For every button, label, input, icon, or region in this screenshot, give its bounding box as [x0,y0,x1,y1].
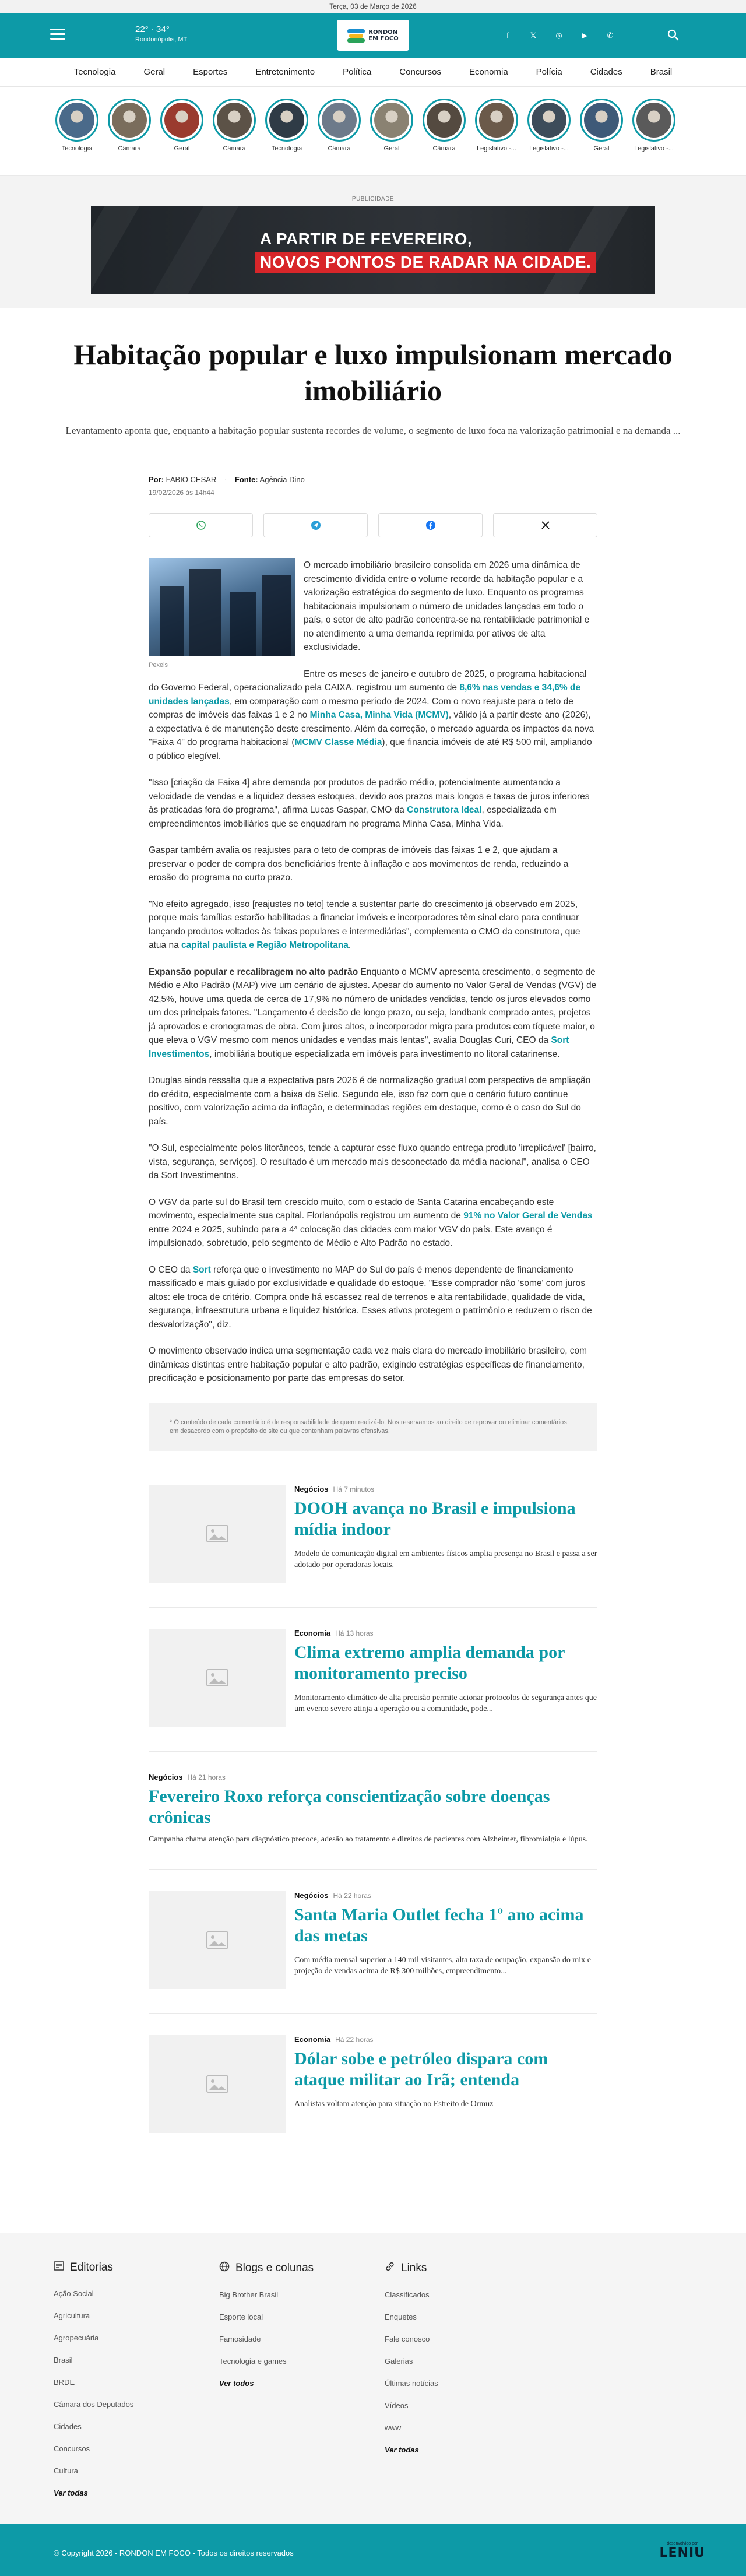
ad-section [0,175,746,308]
share-facebook-button[interactable] [378,513,483,537]
footer-link[interactable]: Famosidade [219,2335,261,2343]
search-icon[interactable] [667,29,679,41]
nav-cidades[interactable]: Cidades [590,67,622,77]
paragraph-2: Entre os meses de janeiro e outubro de 2025, o programa habitacional do Governo Federal, operacionalizado pela CAIXA, registrou um aumento de 8,6% nas vendas e 34,6% de unidades lançadas, em comparação com o mesmo período de 2024. Com o novo reajuste para o teto de compras de imóveis das faixas 1 e 2 no Minha Casa, Minha Vida (MCMV), válido já a partir deste ano (2026), a expectativa é de manutenção deste crescimento. Além da correção, o mercado aguarda os impactos da nova "Faixa 4" do programa habitacional (MCMV Classe Média), que financia imóveis de até R$ 500 mil, ampliando o público elegível. [149,669,594,761]
news-card[interactable] [149,1891,597,2014]
story-item[interactable] [55,99,98,175]
youtube-icon[interactable]: ▶ [582,31,587,40]
story-label: Geral [383,145,400,152]
story-label: Legislativo -... [529,145,569,152]
paragraph-7: Douglas ainda ressalta que a expectativa para 2026 é de normalização gradual com perspectiva de ampliação do crédito, especialmente com a baixa da Selic. Segundo ele, isso faz com que o cenário futuro continue positivo, com valorização acima da inflação, e determinadas regiões em destaque, como é o caso do Sul do país. [149,1076,591,1127]
weather-widget [135,24,187,43]
powered-brand: LENIU [659,2546,705,2560]
author-label: Por: [149,475,164,484]
x-icon [541,521,550,530]
article-body [149,558,597,1386]
story-ring [632,99,675,142]
image-placeholder-icon [206,1525,228,1542]
paragraph-9: O VGV da parte sul do Brasil tem crescido muito, com o estado de Santa Catarina encabeçando este movimento, especialmente sua capital. Florianópolis registrou um aumento de 91% no Valor Geral de Vendas entre 2024 e 2025, subindo para a 4ª colocação das cidades com maior VGV do país. Este avanço é impulsionado, sobretudo, pelo segmento de Médio e Alto Padrão no estado. [149,1197,593,1248]
news-time: Há 7 minutos [333,1485,375,1493]
footer-column-title: Links [385,2261,550,2275]
paragraph-8: "O Sul, especialmente polos litorâneos, tende a capturar esse fluxo quando entrega produto 'irreplicável' [bairro, vista, segurança, serviços]. O resultado é um mercado mais desconectado da média nacional", analisa o CEO da Sort Investimentos. [149,1143,596,1180]
footer-link[interactable]: Concursos [54,2444,90,2453]
current-date: Terça, 03 de Março de 2026 [329,2,417,10]
share-bar [149,513,597,537]
news-title[interactable]: Fevereiro Roxo reforça conscientização sobre doenças crônicas [149,1786,550,1827]
share-whatsapp-button[interactable] [149,513,253,537]
story-photo [374,103,409,138]
news-category: Negócios [149,1772,183,1781]
image-placeholder-icon [206,1669,228,1686]
news-summary: Modelo de comunicação digital em ambientes físicos amplia presença no Brasil e passa a ser adotado por operadoras locais. [294,1549,597,1569]
logo-mark-icon [347,27,365,44]
footer-link[interactable]: Agricultura [54,2311,90,2320]
news-thumbnail[interactable] [149,1891,286,1989]
whatsapp-icon[interactable]: ✆ [607,31,614,40]
article-image[interactable] [149,558,295,673]
story-ring [318,99,361,142]
news-category: Negócios [294,1890,329,1900]
menu-icon[interactable] [50,29,65,40]
story-photo [636,103,671,138]
footer-link[interactable]: Tecnologia e games [219,2357,287,2366]
image-placeholder-icon [206,2075,228,2093]
news-thumbnail[interactable] [149,1485,286,1583]
story-item[interactable] [370,99,413,175]
story-item[interactable] [160,99,203,175]
news-time: Há 22 horas [333,1891,371,1900]
byline: Por: FABIO CESAR · Fonte: Agência Dino 19/02/2026 às 14h44 [149,475,597,537]
powered-label: desenvolvido por [667,2542,698,2546]
link-sort[interactable]: Sort [192,1264,211,1275]
x-icon[interactable]: 𝕏 [530,31,537,40]
site-header [0,13,746,58]
story-label: Câmara [328,145,351,152]
link-icon [385,2261,395,2275]
weather-city: Rondonópolis, MT [135,36,188,43]
news-summary: Com média mensal superior a 140 mil visitantes, alta taxa de ocupação, expansão do mix e projeção de vendas acima de R$ 300 milhões, empreendimento... [294,1955,591,1976]
news-time: Há 13 horas [335,1629,374,1637]
article-subtitle: Levantamento aponta que, enquanto a habitação popular sustenta recordes de volume, o segmento de luxo foca na valorização patrimonial e na demanda ... [65,425,681,436]
news-category: Economia [294,2034,331,2044]
news-summary: Analistas voltam atenção para situação no Estreito de Ormuz [294,2099,494,2108]
social-links [502,30,615,41]
nav-esportes[interactable]: Esportes [193,67,228,77]
story-photo [112,103,147,138]
story-item[interactable] [527,99,571,175]
story-photo [479,103,514,138]
copyright-text: © Copyright 2026 - RONDON EM FOCO - Todos os direitos reservados [54,2549,294,2557]
footer-link[interactable]: Últimas notícias [385,2379,438,2388]
story-photo [164,103,199,138]
story-ring [370,99,413,142]
main-nav [0,58,746,87]
related-news [149,1485,597,2157]
ad-banner[interactable] [91,206,655,294]
section-heading: Expansão popular e recalibragem no alto padrão [149,967,358,977]
story-ring [108,99,151,142]
footer-column [385,2261,550,2511]
story-photo [217,103,252,138]
story-label: Legislativo -... [477,145,516,152]
story-label: Tecnologia [61,145,93,152]
story-label: Câmara [223,145,246,152]
story-item[interactable] [265,99,308,175]
news-category: Economia [294,1628,331,1637]
footer-link[interactable]: BRDE [54,2378,75,2387]
nav-entretenimento[interactable]: Entretenimento [255,67,315,77]
story-item[interactable] [475,99,518,175]
article-header [0,308,746,438]
footer-see-all-link[interactable]: Ver todas [54,2489,88,2497]
footer-link[interactable]: Esporte local [219,2313,263,2321]
story-item[interactable] [213,99,256,175]
story-item[interactable] [632,99,675,175]
nav-tecnologia[interactable]: Tecnologia [73,67,116,77]
story-ring [213,99,256,142]
link-construtora-ideal[interactable]: Construtora Ideal [407,805,482,815]
news-title[interactable]: Santa Maria Outlet fecha 1º ano acima das metas [294,1904,584,1945]
stories-carousel [0,87,746,175]
newspaper-icon [54,2261,64,2274]
facebook-icon[interactable]: f [506,31,509,40]
story-ring [580,99,623,142]
footer-link[interactable]: Fale conosco [385,2335,430,2343]
story-photo [584,103,619,138]
article-photo [149,558,295,656]
footer-link[interactable]: Galerias [385,2357,413,2366]
paragraph-1: O mercado imobiliário brasileiro consolida em 2026 uma dinâmica de crescimento dividida entre o volume recorde da habitação popular e a valorização estratégica do segmento de luxo. Enquanto os programas habitacionais impulsionam o número de unidades lançadas em todo o país, o setor de alto padrão concentra-se na rentabilidade patrimonial e no atendimento a uma demanda reprimida por ativos de alta exclusividade. [304,560,590,652]
telegram-icon [311,520,321,530]
footer-link[interactable]: Enquetes [385,2313,417,2321]
ad-headline-2: NOVOS PONTOS DE RADAR NA CIDADE. [255,252,596,273]
footer-link[interactable]: Classificados [385,2290,430,2299]
nav-geral[interactable]: Geral [143,67,166,77]
news-card[interactable] [149,1485,597,1608]
footer-link[interactable]: Cidades [54,2422,82,2431]
story-label: Legislativo -... [634,145,674,152]
share-x-button[interactable] [493,513,597,537]
logo-text: RONDON EM FOCO [368,29,399,42]
copyright-bar [0,2524,746,2576]
story-photo [427,103,462,138]
story-ring [55,99,98,142]
story-item[interactable] [318,99,361,175]
footer-link[interactable]: Ação Social [54,2289,94,2298]
site-logo[interactable] [337,20,409,51]
powered-by[interactable] [659,2542,705,2560]
story-photo [322,103,357,138]
share-telegram-button[interactable] [263,513,368,537]
story-label: Geral [174,145,190,152]
story-photo [532,103,566,138]
paragraph-4: Gaspar também avalia os reajustes para o teto de compras de imóveis das faixas 1 e 2, que ajudam a preservar o poder de compra dos beneficiários frente à inflação e aos movimentos de renda, reduzindo a erosão do programa no curto prazo. [149,845,569,883]
comments-disclaimer: * O conteúdo de cada comentário é de responsabilidade de quem realizá-lo. Nos reservamos ao direito de reprovar ou eliminar comentários em desacordo com o propósito do site ou que contenham palavras ofensivas. [149,1403,597,1451]
paragraph-5: "No efeito agregado, isso [reajustes no teto] tende a sustentar parte do crescimento já observado em 2025, porque mais famílias estarão habilitadas a financiar imóveis e incorporadores têm sinal claro para continuar lançando produtos voltados às faixas populares e intermediárias", complementa o CMO da construtora, que atua na capital paulista e Região Metropolitana. [149,899,580,950]
date-bar [0,0,746,13]
footer-see-all-link[interactable]: Ver todas [385,2445,419,2454]
story-label: Câmara [432,145,456,152]
story-ring [265,99,308,142]
link-capital-paulista[interactable]: capital paulista e Região Metropolitana [181,940,349,950]
nav-economia[interactable]: Economia [469,67,508,77]
news-summary: Monitoramento climático de alta precisão permite acionar protocolos de segurança antes que um evento severo atinja a operação ou a comunidade, pode... [294,1693,597,1713]
footer-link[interactable]: Câmara dos Deputados [54,2400,134,2409]
link-vendas[interactable]: 8,6% nas vendas e 34,6% de unidades lançadas [149,683,580,707]
story-item[interactable] [108,99,151,175]
paragraph-10: O CEO da Sort reforça que o investimento no MAP do Sul do país é menos dependente de financiamento massificado e mais guiado por exclusividade e qualidade do estoque. "Esse comprador não 'some' com juros altos: ele troca de critério. Compra onde há escassez real de terrenos e alta rentabilidade, qualidade de vida, segurança, infraestrutura urbana e liquidez histórica. Esses ativos protegem o patrimônio e reduzem o risco de desvalorização", diz. [149,1264,592,1330]
news-card[interactable] [149,1629,597,1752]
nav-policia[interactable]: Polícia [536,67,562,77]
footer-column [54,2261,219,2511]
link-mcmv-classe-media[interactable]: MCMV Classe Média [294,737,382,747]
news-category: Negócios [294,1484,329,1493]
image-placeholder-icon [206,1931,228,1949]
site-footer [0,2233,746,2524]
source-name: Agência Dino [259,475,305,484]
paragraph-6: Expansão popular e recalibragem no alto padrão Enquanto o MCMV apresenta crescimento, o segmento de Médio e Alto Padrão (MAP) vive um cenário de ajustes. Apesar do aumento no Valor Geral de Vendas (VGV) de 42,5%, houve uma queda de cerca de 17,9% no número de unidades vendidas, tendo os juros elevados como um dos principais fatores. "Lançamento é decisão de longo prazo, ou seja, landbank comprado antes, projetos já aprovados e cronogramas de obra. Com juros altos, o incorporador migra para produtos com tíquete maior, o que eleva o VGV mesmo com menos unidades e vendas mais lentas", avalia Douglas Curi, CEO da Sort Investimentos, imobiliária boutique especializada em imóveis para investimento no litoral catarinense. [149,967,597,1059]
story-label: Geral [593,145,610,152]
story-photo [59,103,94,138]
article-title: Habitação popular e luxo impulsionam mercado imobiliário [73,338,673,407]
footer-link[interactable]: Vídeos [385,2401,409,2410]
footer-link[interactable]: Cultura [54,2466,78,2475]
news-thumbnail[interactable] [149,2035,286,2133]
footer-column [219,2261,385,2511]
paragraph-3: "Isso [criação da Faixa 4] abre demanda por produtos de padrão médio, potencialmente aumentando a velocidade de vendas e a liquidez desses estoques, devido aos prazos mais longos e taxas de juros inferiores às praticadas fora do programa", afirma Lucas Gaspar, CMO da Construtora Ideal, especializada em empreendimentos imobiliários que se enquadram no programa Minha Casa, Minha Vida. [149,778,590,829]
news-time: Há 21 horas [187,1773,226,1781]
news-time: Há 22 horas [335,2035,374,2044]
story-ring [423,99,466,142]
story-item[interactable] [580,99,623,175]
link-vgv[interactable]: 91% no Valor Geral de Vendas [463,1211,593,1221]
author-name: FABIO CESAR [166,475,217,484]
publish-date: 19/02/2026 às 14h44 [149,489,214,497]
story-ring [475,99,518,142]
story-item[interactable] [423,99,466,175]
globe-icon [219,2261,230,2275]
ad-label: PUBLICIDADE [351,196,395,202]
facebook-icon [425,520,436,530]
instagram-icon[interactable]: ◎ [555,31,562,40]
story-label: Tecnologia [271,145,302,152]
news-title[interactable]: Dólar sobe e petróleo dispara com ataque militar ao Irã; entenda [294,2048,548,2089]
paragraph-11: O movimento observado indica uma segmentação cada vez mais clara do mercado imobiliário brasileiro, com dinâmicas distintas entre habitação popular e alto padrão, exigindo estratégias específicas de financiamento, precificação e posicionamento por parte das empresas do setor. [149,1346,587,1383]
news-card[interactable] [149,2035,597,2157]
footer-link[interactable]: Brasil [54,2356,73,2364]
footer-column-title: Blogs e colunas [219,2261,385,2275]
news-title[interactable]: DOOH avança no Brasil e impulsiona mídia indoor [294,1498,576,1539]
news-card[interactable] [149,1773,597,1870]
nav-politica[interactable]: Política [343,67,372,77]
nav-brasil[interactable]: Brasil [650,67,673,77]
nav-concursos[interactable]: Concursos [399,67,441,77]
footer-see-all-link[interactable]: Ver todos [219,2379,254,2388]
weather-temps: 22° · 34° [135,24,170,34]
whatsapp-icon [196,520,206,530]
image-caption: Pexels [149,662,168,669]
footer-link[interactable]: Big Brother Brasil [219,2290,279,2299]
story-label: Câmara [118,145,141,152]
footer-column-title: Editorias [54,2261,219,2274]
story-photo [269,103,304,138]
link-mcmv[interactable]: Minha Casa, Minha Vida (MCMV) [309,710,449,720]
ad-headline-1: A PARTIR DE FEVEREIRO, [260,230,473,248]
footer-link[interactable]: www [385,2423,402,2432]
news-title[interactable]: Clima extremo amplia demanda por monitoramento preciso [294,1642,565,1683]
footer-link[interactable]: Agropecuária [54,2333,99,2342]
news-thumbnail[interactable] [149,1629,286,1727]
story-ring [527,99,571,142]
source-label: Fonte: [234,475,258,484]
link-sort-investimentos[interactable]: Sort Investimentos [149,1035,569,1059]
story-ring [160,99,203,142]
news-summary: Campanha chama atenção para diagnóstico precoce, adesão ao tratamento e direitos de pacientes com Alzheimer, fibromialgia e lúpus. [149,1835,588,1844]
